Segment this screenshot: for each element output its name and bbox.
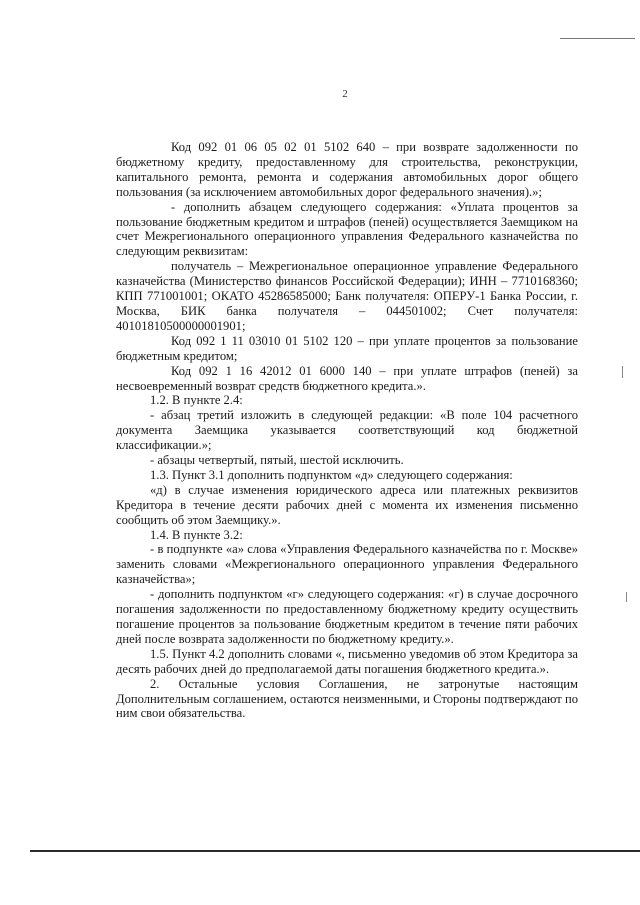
paragraph-code-road-credit: Код 092 01 06 05 02 01 5102 640 – при возврате задолженности по бюджетному кредиту, предоставленному для строительства, реконструкции, капитального ремонта, ремонта и содержания автомобильных дорог общего пользования (за исключением автомобильных дорог федерального значения).»; [116, 140, 578, 199]
clause-1-3-subclause-d: «д) в случае изменения юридического адреса или платежных реквизитов Кредитора в течение десяти рабочих дней с момента их изменения письменно сообщить об этом Заемщику.». [116, 482, 578, 527]
clause-1-2-paragraph-three: - абзац третий изложить в следующей редакции: «В поле 104 расчетного документа Заемщика указывается соответствующий код бюджетной классификации.»; [116, 408, 578, 453]
clause-1-4-heading: 1.4. В пункте 3.2: [150, 527, 243, 542]
page-number: 2 [342, 88, 348, 100]
clause-1-3-heading: 1.3. Пункт 3.1 дополнить подпунктом «д» следующего содержания: [150, 467, 513, 482]
scan-mark-right-upper [622, 366, 623, 378]
scan-mark-right-lower [626, 592, 627, 602]
clause-1-5: 1.5. Пункт 4.2 дополнить словами «, письменно уведомив об этом Кредитора за десять рабочих дней до предполагаемой даты погашения бюджетного кредита.». [116, 646, 578, 676]
page-bottom-edge [30, 850, 640, 852]
clause-1-4-subclause-a: - в подпункте «а» слова «Управления Федерального казначейства по г. Москве» заменить словами «Межрегионального операционного управления Федерального казначейства»; [116, 542, 578, 587]
clause-2-final: 2. Остальные условия Соглашения, не затронутые настоящим Дополнительным соглашением, остаются неизменными, и Стороны подтверждают по ним свои обязательства. [116, 676, 578, 721]
paragraph-code-penalties: Код 092 1 16 42012 01 6000 140 – при уплате штрафов (пеней) за несвоевременный возврат средств бюджетного кредита.». [116, 363, 578, 393]
paragraph-code-interest: Код 092 1 11 03010 01 5102 120 – при уплате процентов за пользование бюджетным кредитом; [116, 333, 578, 363]
clause-1-2-heading: 1.2. В пункте 2.4: [150, 393, 243, 408]
clause-1-4-subclause-g: - дополнить подпунктом «г» следующего содержания: «г) в случае досрочного погашения задолженности по предоставленному бюджетному кредиту осуществить погашение процентов за пользование бюджетным кредитом в течение пяти рабочих дней после возврата задолженности по бюджетному кредиту.». [116, 587, 578, 646]
clause-1-2-exclusion: - абзацы четвертый, пятый, шестой исключить. [150, 453, 404, 468]
paragraph-recipient-details: получатель – Межрегиональное операционное управление Федерального казначейства (Министерство финансов Российской Федерации); ИНН – 7710168360; КПП 771001001; ОКАТО 45286585000; Банк получателя: ОПЕРУ-1 Банка России, г. Москва, БИК банка получателя – 044501002; Счет получателя: 40101810500000001901; [116, 259, 578, 333]
document-body [116, 140, 578, 721]
paragraph-interest-payment: - дополнить абзацем следующего содержания: «Уплата процентов за пользование бюджетным кредитом и штрафов (пеней) осуществляется Заемщиком на счет Межрегионального операционного управления Федерального казначейства по следующим реквизитам: [116, 199, 578, 259]
scan-mark-top-right [560, 38, 635, 39]
